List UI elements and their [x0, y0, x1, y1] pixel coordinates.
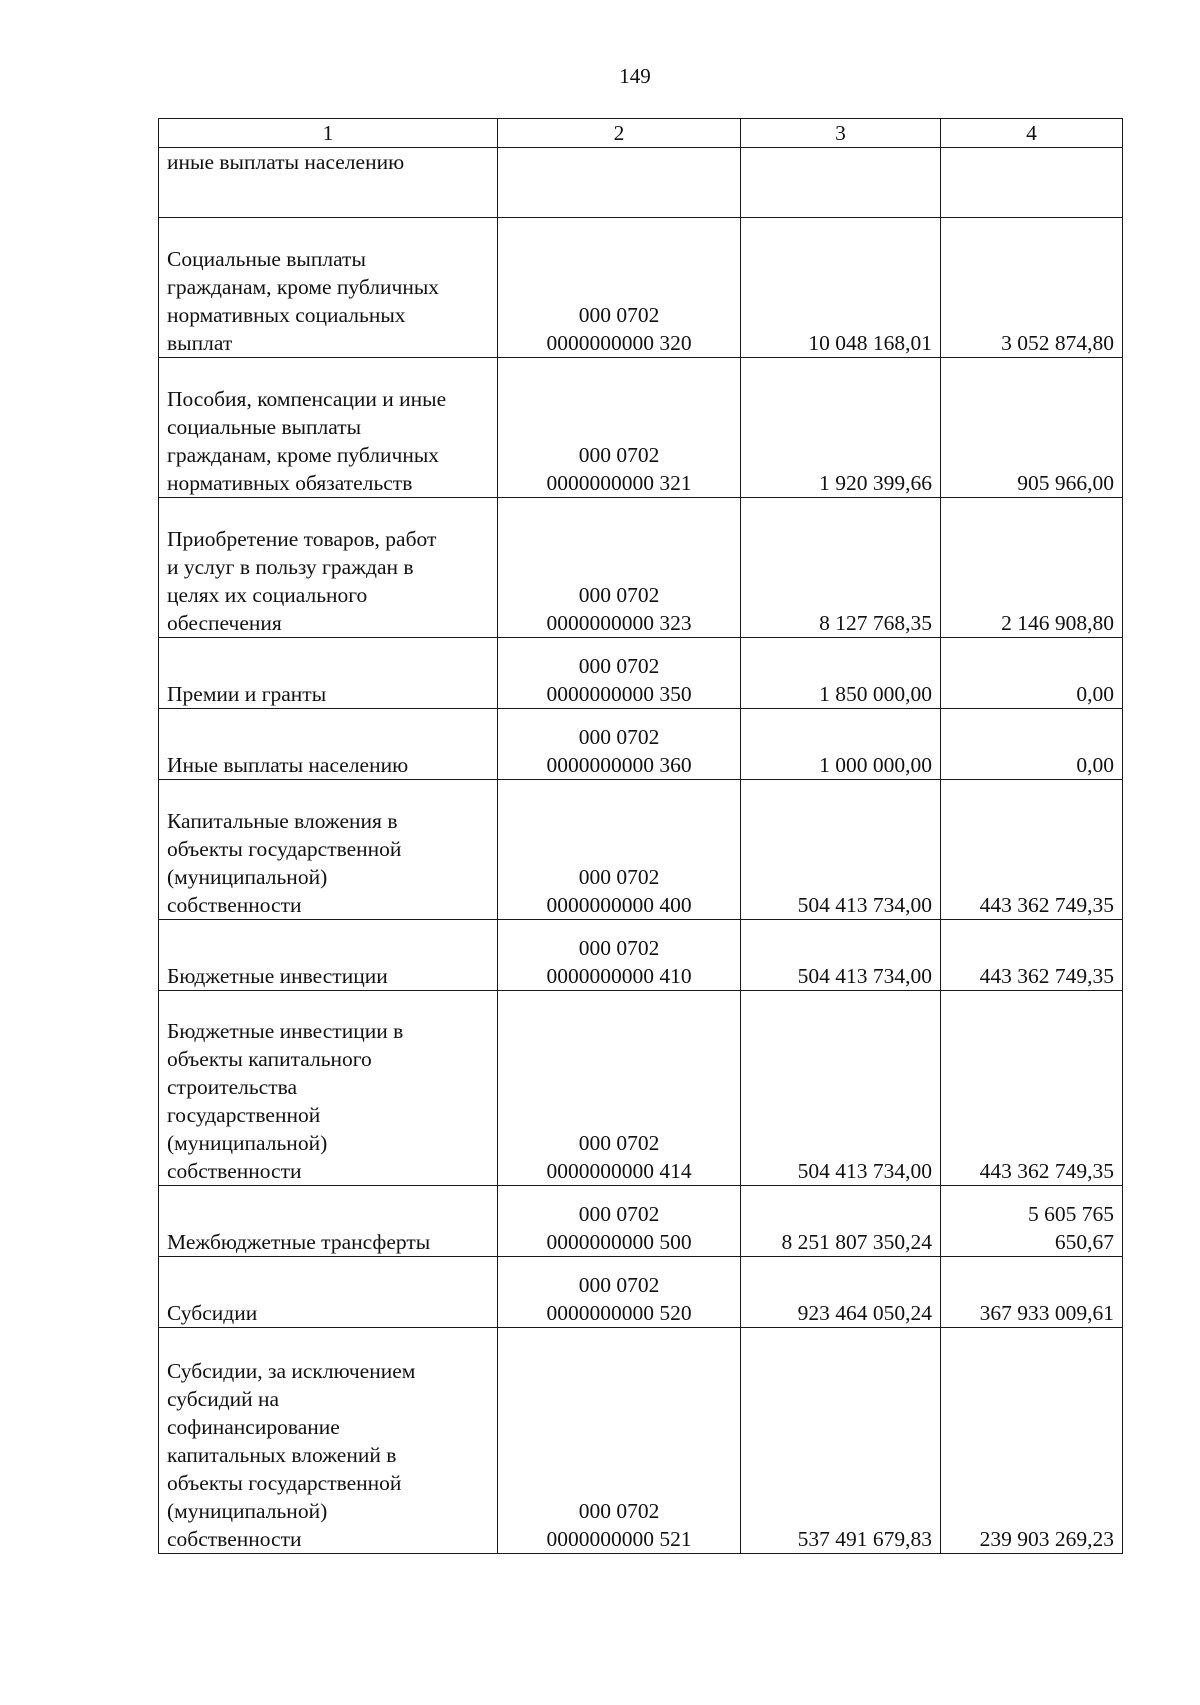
table-row: [159, 1186, 1123, 1257]
table-row: [159, 920, 1123, 991]
row-code: 000 0702 0000000000 321: [498, 358, 741, 498]
header-col-2: 2: [498, 119, 741, 148]
row-value-2: 905 966,00: [941, 358, 1123, 498]
row-value-2: 5 605 765 650,67: [941, 1186, 1123, 1257]
row-name: Бюджетные инвестиции в объекты капитального строительства государственной (муниципальной) собственности: [159, 991, 498, 1186]
table-row: [159, 1328, 1123, 1554]
page-number: 149: [619, 64, 651, 88]
table-row: [159, 638, 1123, 709]
row-name: Субсидии, за исключением субсидий на софинансирование капитальных вложений в объекты государственной (муниципальной) собственности: [159, 1328, 498, 1554]
row-code: 000 0702 0000000000 400: [498, 780, 741, 920]
row-name: иные выплаты населению: [159, 148, 498, 218]
row-value-2: 0,00: [941, 709, 1123, 780]
table-row: [159, 148, 1123, 218]
row-name: Бюджетные инвестиции: [159, 920, 498, 991]
header-col-3: 3: [741, 119, 941, 148]
header-row: [159, 119, 1123, 148]
table-row: [159, 1257, 1123, 1328]
row-code: 000 0702 0000000000 414: [498, 991, 741, 1186]
row-value-2: 2 146 908,80: [941, 498, 1123, 638]
row-value-1: 8 251 807 350,24: [741, 1186, 941, 1257]
row-value-2: 239 903 269,23: [941, 1328, 1123, 1554]
row-code: 000 0702 0000000000 500: [498, 1186, 741, 1257]
row-name: Приобретение товаров, работ и услуг в пользу граждан в целях их социального обеспечения: [159, 498, 498, 638]
row-value-2: 443 362 749,35: [941, 991, 1123, 1186]
budget-table: [158, 118, 1123, 1554]
row-code: [498, 148, 741, 218]
row-name: Социальные выплаты гражданам, кроме публичных нормативных социальных выплат: [159, 218, 498, 358]
row-value-1: 504 413 734,00: [741, 780, 941, 920]
row-value-1: 1 000 000,00: [741, 709, 941, 780]
row-value-1: 10 048 168,01: [741, 218, 941, 358]
header-col-1: 1: [159, 119, 498, 148]
table-row: [159, 709, 1123, 780]
row-value-1: 504 413 734,00: [741, 920, 941, 991]
row-code: 000 0702 0000000000 350: [498, 638, 741, 709]
table-row: [159, 218, 1123, 358]
row-name: Капитальные вложения в объекты государственной (муниципальной) собственности: [159, 780, 498, 920]
row-value-2: 3 052 874,80: [941, 218, 1123, 358]
header-col-4: 4: [941, 119, 1123, 148]
row-value-2: 0,00: [941, 638, 1123, 709]
row-value-2: 443 362 749,35: [941, 780, 1123, 920]
row-name: Премии и гранты: [159, 638, 498, 709]
row-value-1: [741, 148, 941, 218]
row-value-1: 1 920 399,66: [741, 358, 941, 498]
row-code: 000 0702 0000000000 323: [498, 498, 741, 638]
row-code: 000 0702 0000000000 521: [498, 1328, 741, 1554]
row-name: Межбюджетные трансферты: [159, 1186, 498, 1257]
row-code: 000 0702 0000000000 320: [498, 218, 741, 358]
table-row: [159, 780, 1123, 920]
row-value-1: 504 413 734,00: [741, 991, 941, 1186]
row-code: 000 0702 0000000000 410: [498, 920, 741, 991]
row-value-1: 1 850 000,00: [741, 638, 941, 709]
table-row: [159, 991, 1123, 1186]
row-value-2: [941, 148, 1123, 218]
table-row: [159, 498, 1123, 638]
row-name: Пособия, компенсации и иные социальные выплаты гражданам, кроме публичных нормативных обязательств: [159, 358, 498, 498]
row-code: 000 0702 0000000000 520: [498, 1257, 741, 1328]
row-value-1: 537 491 679,83: [741, 1328, 941, 1554]
row-value-2: 367 933 009,61: [941, 1257, 1123, 1328]
row-value-1: 923 464 050,24: [741, 1257, 941, 1328]
row-name: Иные выплаты населению: [159, 709, 498, 780]
row-code: 000 0702 0000000000 360: [498, 709, 741, 780]
row-value-1: 8 127 768,35: [741, 498, 941, 638]
table-row: [159, 358, 1123, 498]
row-name: Субсидии: [159, 1257, 498, 1328]
row-value-2: 443 362 749,35: [941, 920, 1123, 991]
